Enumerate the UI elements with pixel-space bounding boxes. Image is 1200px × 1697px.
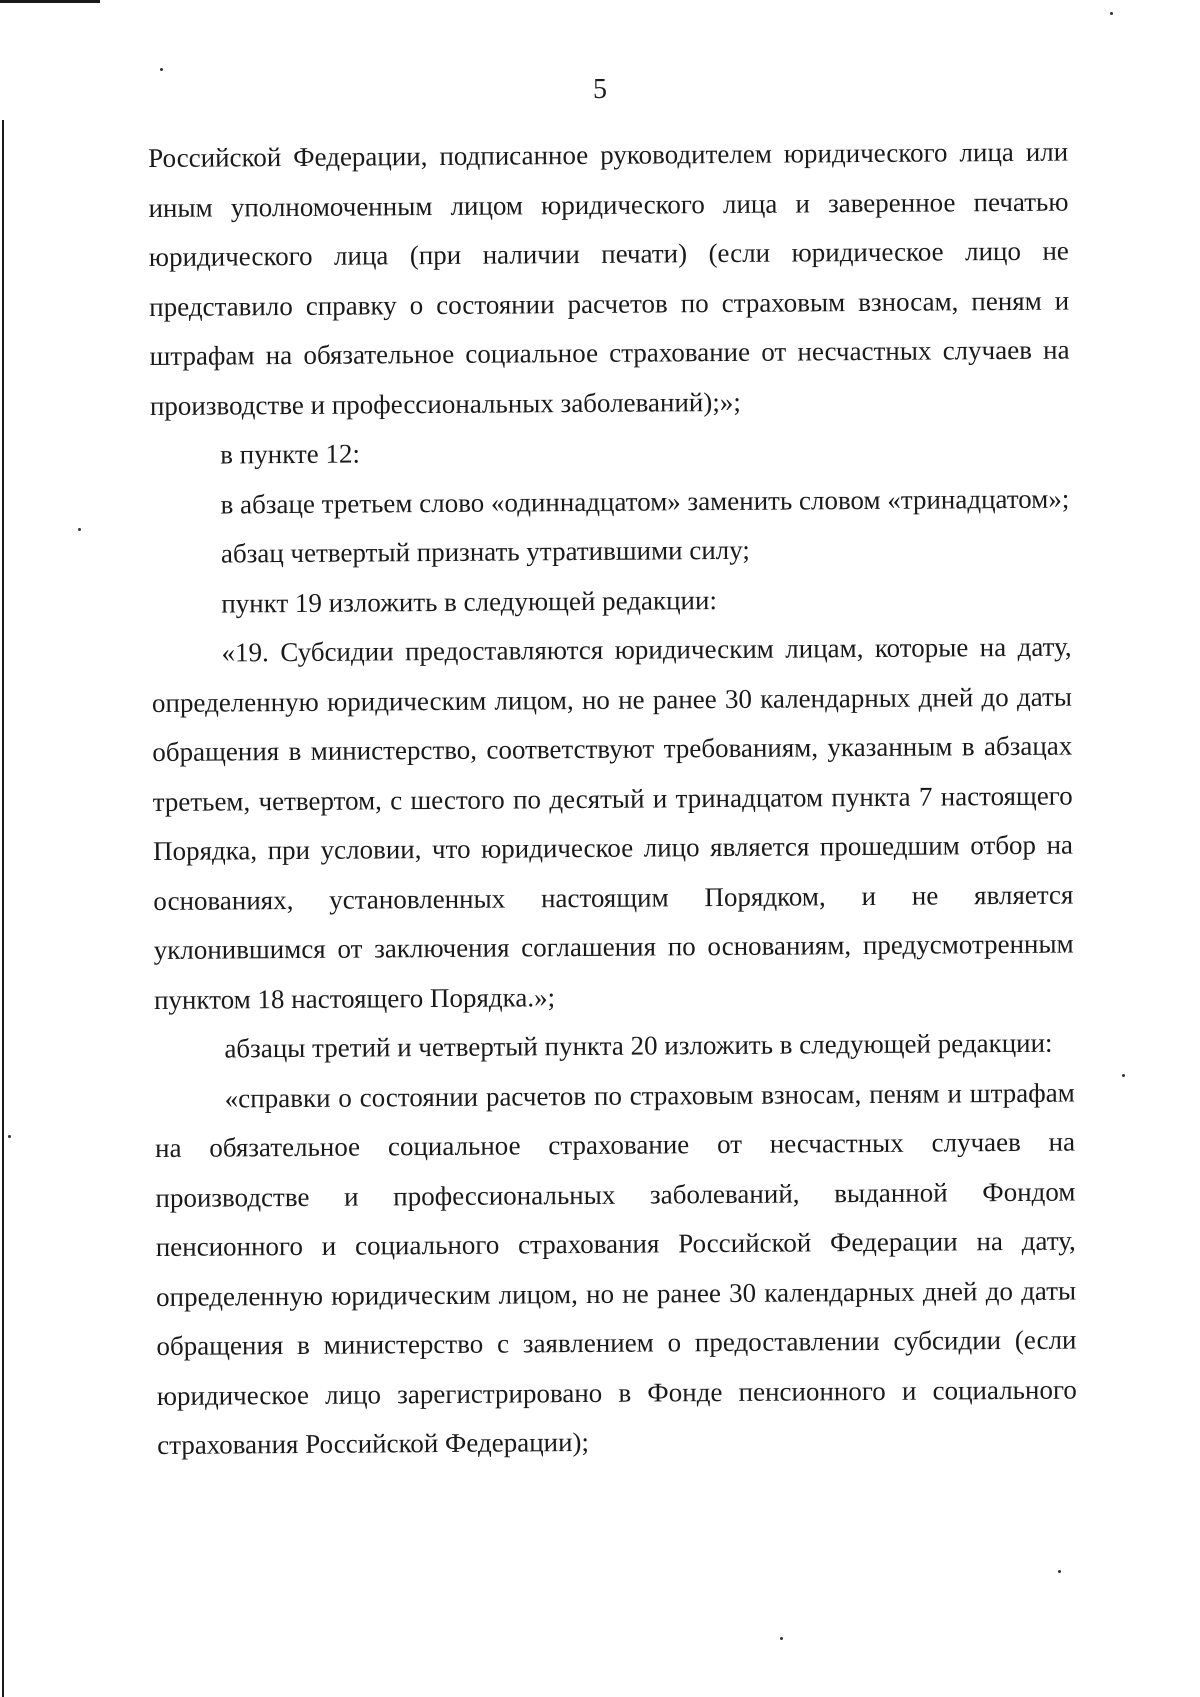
scan-speck <box>780 1637 783 1640</box>
document-body <box>148 128 1077 1471</box>
paragraph: абзацы третий и четвертый пункта 20 изложить в следующей редакции: <box>224 1027 1053 1064</box>
scan-speck <box>1122 1074 1125 1077</box>
paragraph: пункт 19 изложить в следующей редакции: <box>221 584 717 618</box>
scan-speck <box>160 68 163 71</box>
scan-edge-left <box>2 120 4 1697</box>
paragraph: абзац четвертый признать утратившими силу; <box>220 534 750 569</box>
page-number: 5 <box>593 74 607 105</box>
paragraph: «19. Субсидии предоставляются юридическим лицам, которые на дату, определенную юридическим лицом, но не ранее 30 календарных дней до даты обращения в министерство, соответствуют требованиям, указанным в абзацах третьем, четвертом, с шестого по десятый и тринадцатом пункта 7 настоящего Порядка, при условии, что юридическое лицо является прошедшим отбор на основаниях, установленных настоящим Порядком, и не является уклонившимся от заключения соглашения по основаниям, предусмотренным пунктом 18 настоящего Порядка.»; <box>151 631 1074 1015</box>
scan-speck <box>8 1135 11 1138</box>
scan-speck <box>1110 12 1113 15</box>
paragraph: в пункте 12: <box>220 438 361 470</box>
scan-edge-top <box>0 0 100 3</box>
scan-speck <box>1058 1570 1061 1573</box>
paragraph: Российской Федерации, подписанное руководителем юридического лица или иным уполномоченным лицом юридического лица и заверенное печатью юридического лица (при наличии печати) (если юридическое лицо не представило справку о состоянии расчетов по страховым взносам, пеням и штрафам на обязательное социальное страхование от несчастных случаев на производстве и профессиональных заболеваний);»; <box>148 136 1070 421</box>
paragraph: «справки о состоянии расчетов по страховым взносам, пеням и штрафам на обязательное социальное страхование от несчастных случаев на производстве и профессиональных заболеваний, выданной Фондом пенсионного и социального страхования Российской Федерации на дату, определенную юридическим лицом, но не ранее 30 календарных дней до даты обращения в министерство с заявлением о предоставлении субсидии (если юридическое лицо зарегистрировано в Фонде пенсионного и социального страхования Российской Федерации); <box>154 1077 1077 1460</box>
paragraph: в абзаце третьем слово «одиннадцатом» заменить словом «тринадцатом»; <box>220 483 1070 520</box>
scan-speck <box>78 528 81 531</box>
